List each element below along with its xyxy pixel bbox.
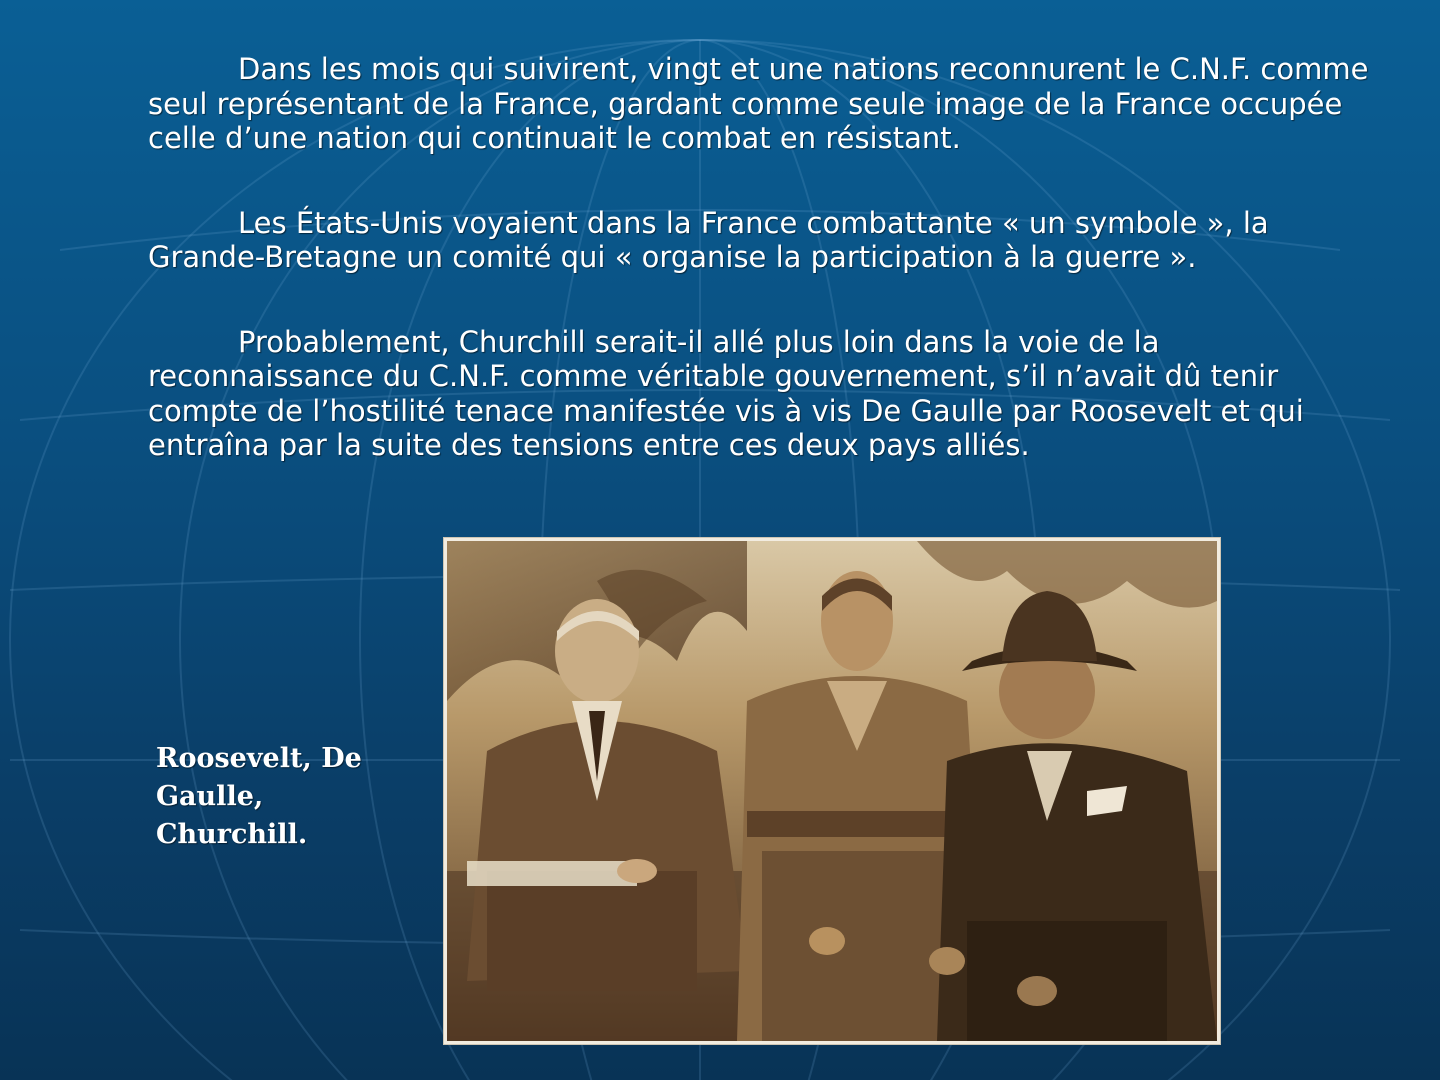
- historical-photo: [447, 541, 1217, 1041]
- paragraph-cnf-recognition: Dans les mois qui suivirent, vingt et une nations reconnurent le C.N.F. comme seul représentant de la France, gardant comme seule image de la France occupée celle d’une nation qui continuait le combat en résistant.: [148, 52, 1369, 155]
- photo-caption: Roosevelt, De Gaulle, Churchill.: [156, 743, 362, 850]
- paragraph-usa-uk-views: Les États-Unis voyaient dans la France combattante « un symbole », la Grande-Bretagne un comité qui « organise la participation à la guerre ».: [148, 205, 1269, 274]
- paragraph-churchill-roosevelt: Probablement, Churchill serait-il allé plus loin dans la voie de la reconnaissance du C.N.F. comme véritable gouvernement, s’il n’avait dû tenir compte de l’hostilité tenace manifestée vis à vis De Gaulle par Roosevelt et qui entraîna par la suite des tensions entre ces deux pays alliés.: [148, 324, 1304, 462]
- photo-frame: [444, 538, 1220, 1044]
- body-text: [148, 52, 1388, 513]
